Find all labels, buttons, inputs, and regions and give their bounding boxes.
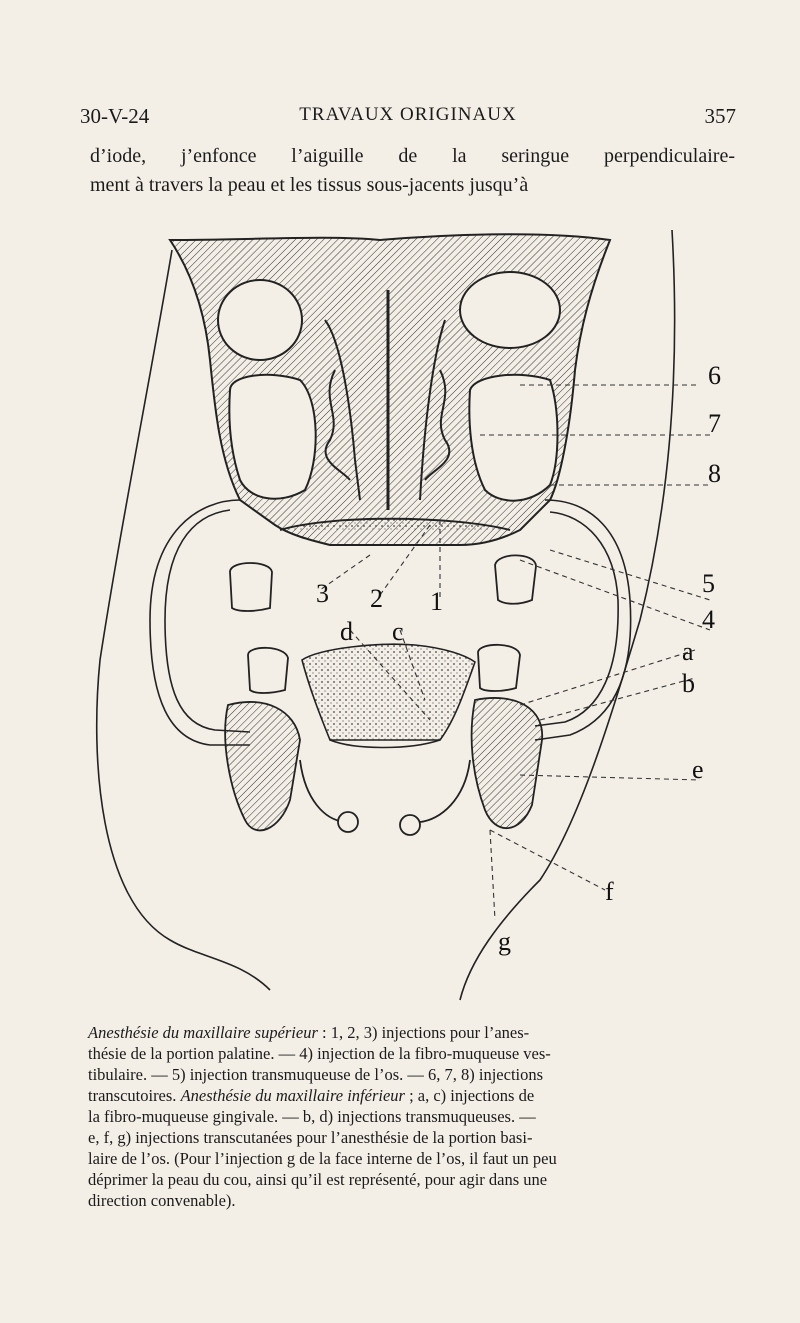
caption-line-3: tibulaire. — 5) injection transmuqueuse de l’os. — 6, 7, 8) injections	[88, 1065, 544, 1084]
label-3: 3	[316, 579, 329, 608]
anatomical-figure	[80, 200, 750, 1020]
label-8: 8	[708, 459, 721, 488]
caption-line-7: laire de l’os. (Pour l’injection g de la face interne de l’os, il faut un peu	[88, 1149, 557, 1168]
label-f: f	[605, 877, 614, 906]
caption-line-2: thésie de la portion palatine. — 4) injection de la fibro-muqueuse ves-	[88, 1044, 551, 1063]
intro-line-1: d’iode, j’enfonce l’aiguille de la seringue perpendiculaire-	[90, 145, 735, 167]
intro-line-2: ment à travers la peau et les tissus sous-jacents jusqu’à	[90, 174, 529, 196]
caption-line-8: déprimer la peau du cou, ainsi qu’il est représenté, pour agir dans une	[88, 1170, 548, 1189]
caption-line-9: direction convenable).	[88, 1191, 236, 1210]
running-header	[80, 104, 736, 134]
label-a: a	[682, 637, 694, 666]
label-d: d	[340, 617, 353, 646]
page-number: 357	[704, 104, 736, 128]
caption-line-1: Anesthésie du maxillaire supérieur : 1, 2, 3) injections pour l’anes-	[88, 1023, 530, 1042]
label-4: 4	[702, 605, 715, 634]
label-e: e	[692, 755, 704, 784]
figure-caption	[88, 1022, 738, 1211]
label-b: b	[682, 669, 695, 698]
caption-line-5: la fibro-muqueuse gingivale. — b, d) injections transmuqueuses. —	[88, 1107, 536, 1126]
caption-line-4: transcutoires. Anesthésie du maxillaire inférieur ; a, c) injections de	[88, 1086, 535, 1105]
label-1: 1	[430, 587, 443, 616]
skull-section	[170, 234, 610, 545]
intro-paragraph	[90, 142, 735, 200]
label-6: 6	[708, 361, 721, 390]
label-7: 7	[708, 409, 721, 438]
caption-line-6: e, f, g) injections transcutanées pour l’anesthésie de la portion basi-	[88, 1128, 533, 1147]
label-5: 5	[702, 569, 715, 598]
label-2: 2	[370, 584, 383, 613]
tongue	[302, 644, 475, 747]
upper-teeth	[230, 555, 536, 611]
label-c: c	[392, 617, 404, 646]
header-date: 30-V-24	[80, 104, 150, 128]
label-g: g	[498, 927, 511, 956]
header-title: TRAVAUX ORIGINAUX	[299, 104, 517, 125]
